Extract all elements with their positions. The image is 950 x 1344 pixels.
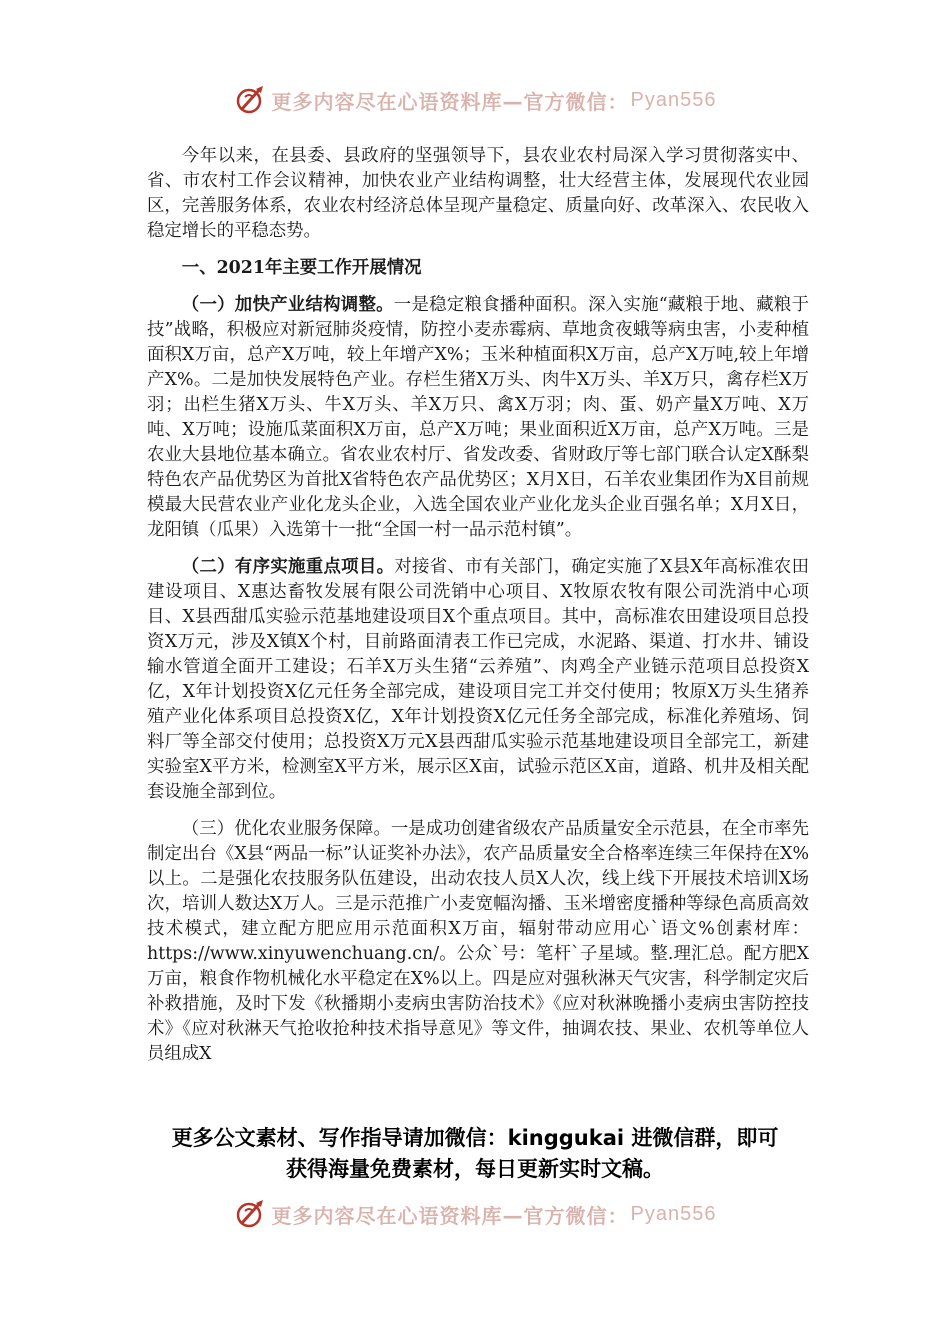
promo-line-1: 更多公文素材、写作指导请加微信：kinggukai 进微信群，即可 — [171, 1126, 779, 1150]
paragraph-structure — [147, 293, 809, 543]
watermark-text: 更多内容尽在心语资料库—官方微信： — [271, 1203, 629, 1228]
paragraph-lead: （一）加快产业结构调整。 — [181, 295, 394, 315]
pen-logo-icon — [234, 1197, 268, 1231]
watermark-id: Pyan556 — [630, 1202, 717, 1225]
paragraph-body: 对接省、市有关部门，确定实施了X县X年高标准农田建设项目、X惠达畜牧发展有限公司洗销中心项目、X牧原农牧有限公司洗消中心项目、X县西甜瓜实验示范基地建设项目X个重点项目。其中，高标准农田建设项目总投资X万元，涉及X镇X个村，目前路面清表工作已完成，水泥路、渠道、打水井、铺设输水管道全面开工建设；石羊X万头生猪“云养殖”、肉鸡全产业链示范项目总投资X亿，X年计划投资X亿元任务全部完成，建设项目完工并交付使用；牧原X万头生猪养殖产业化体系项目总投资X亿，X年计划投资X亿元任务全部完成，标准化养殖场、饲料厂等全部交付使用；总投资X万元X县西甜瓜实验示范基地建设项目全部完工，新建实验室X平方米，检测室X平方米，展示区X亩，试验示范区X亩，道路、机井及相关配套设施全部到位。 — [147, 557, 809, 802]
intro-paragraph: 今年以来，在县委、县政府的坚强领导下，县农业农村局深入学习贯彻落实中、省、市农村工作会议精神，加快农业产业结构调整，壮大经营主体，发展现代农业园区，完善服务体系，农业农村经济总体呈现产量稳定、质量向好、改革深入、农民收入稳定增长的平稳态势。 — [147, 146, 809, 241]
watermark-text: 更多内容尽在心语资料库—官方微信： — [271, 89, 629, 114]
watermark-id: Pyan556 — [630, 88, 717, 111]
paragraph-services — [147, 817, 809, 1067]
watermark-header — [0, 78, 950, 122]
document-body — [147, 144, 809, 1079]
watermark-footer — [0, 1192, 950, 1236]
paragraph-body: 一是稳定粮食播种面积。深入实施“藏粮于地、藏粮于技”战略，积极应对新冠肺炎疫情，防控小麦赤霉病、草地贪夜蛾等病虫害，小麦种植面积X万亩，总产X万吨，较上年增产X%；玉米种植面积X万亩，总产X万吨,较上年增产X%。二是加快发展特色产业。存栏生猪X万头、肉牛X万头、羊X万只，禽存栏X万羽；出栏生猪X万头、牛X万头、羊X万只、禽X万羽；肉、蛋、奶产量X万吨、X万吨、X万吨；设施瓜菜面积X万亩，总产X万吨；果业面积近X万亩，总产X万吨。三是农业大县地位基本确立。省农业农村厅、省发改委、省财政厅等七部门联合认定X酥梨特色农产品优势区为首批X省特色农产品优势区；X月X日，石羊农业集团作为X目前规模最大民营农业产业化龙头企业，入选全国农业产业化龙头企业百强名单；X月X日，龙阳镇（瓜果）入选第十一批“全国一村一品示范村镇”。 — [147, 295, 809, 540]
promo-banner — [60, 1123, 890, 1185]
section-title: 一、2021年主要工作开展情况 — [181, 258, 422, 278]
paragraph-body: （三）优化农业服务保障。一是成功创建省级农产品质量安全示范县，在全市率先制定出台《X县“两品一标”认证奖补办法》，农产品质量安全合格率连续三年保持在X%以上。二是强化农技服务队伍建设，出动农技人员X人次，线上线下开展技术培训X场次，培训人数达X万人。三是示范推广小麦宽幅沟播、玉米增密度播种等绿色高质高效技术模式，建立配方肥应用示范面积X万亩，辐射带动应用心`语文%创素材库：https://www.xinyuwenchuang.cn/。公众`号：笔杆`子星域。整.理汇总。配方肥X万亩，粮食作物机械化水平稳定在X%以上。四是应对强秋淋天气灾害，科学制定灾后补救措施，及时下发《秋播期小麦病虫害防治技术》《应对秋淋晚播小麦病虫害防控技术》《应对秋淋天气抢收抢种技术指导意见》等文件，抽调农技、果业、农机等单位人员组成X — [147, 819, 809, 1064]
pen-logo-icon — [234, 83, 268, 117]
paragraph-projects — [147, 555, 809, 805]
paragraph-lead: （二）有序实施重点项目。 — [181, 557, 395, 577]
promo-line-2: 获得海量免费素材，每日更新实时文稿。 — [286, 1157, 664, 1181]
